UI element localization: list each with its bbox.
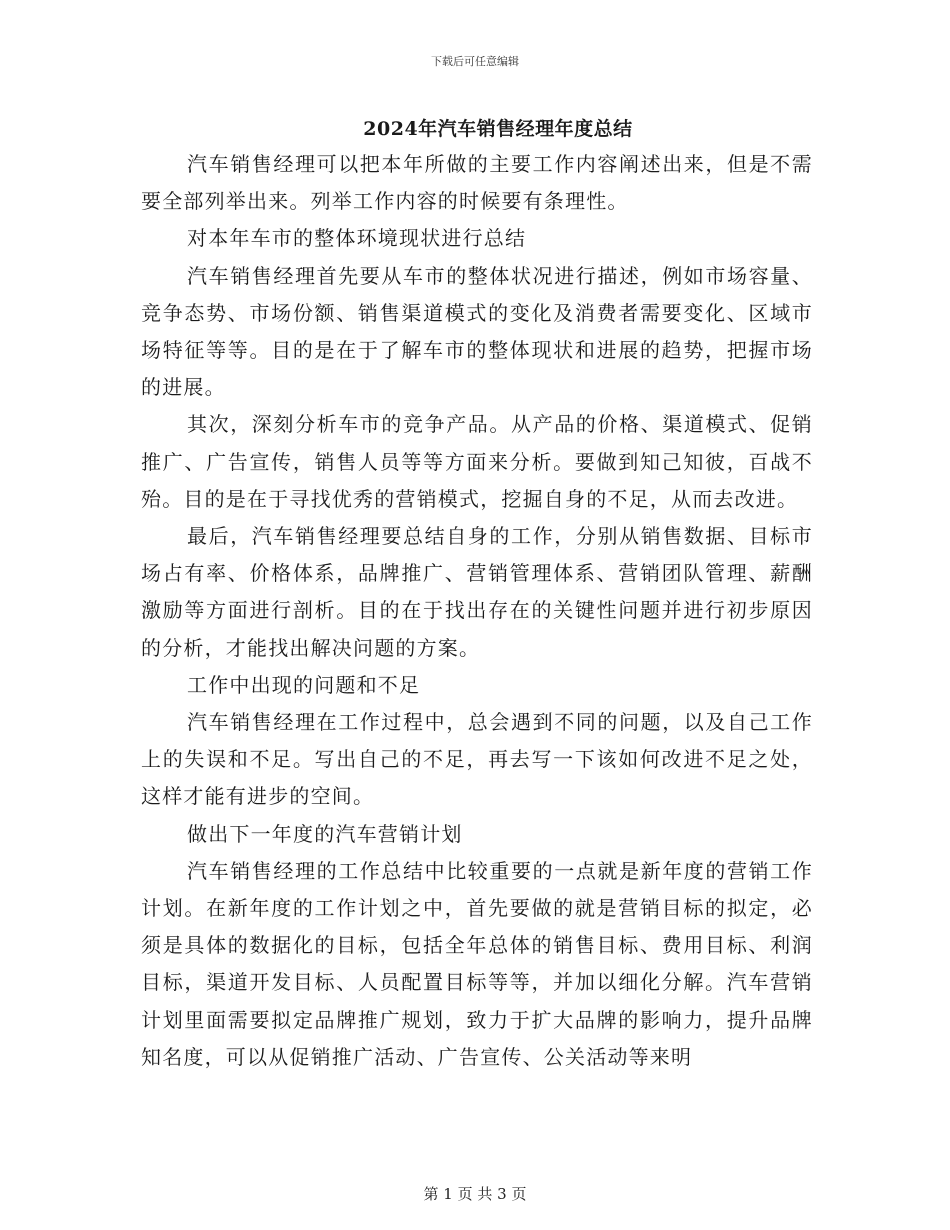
- paragraph-plan: 汽车销售经理的工作总结中比较重要的一点就是新年度的营销工作计划。在新年度的工作计划之中，首先要做的就是营销目标的拟定，必须是具体的数据化的目标，包括全年总体的销售目标、费用目标、利润目标，渠道开发目标、人员配置目标等等，并加以细化分解。汽车营销计划里面需要拟定品牌推广规划，致力于扩大品牌的影响力，提升品牌知名度，可以从促销推广活动、广告宣传、公关活动等来明: [141, 858, 813, 1069]
- paragraph-problems: 汽车销售经理在工作过程中，总会遇到不同的问题，以及自己工作上的失误和不足。写出自己的不足，再去写一下该如何改进不足之处，这样才能有进步的空间。: [141, 710, 813, 809]
- paragraph-intro: 汽车销售经理可以把本年所做的主要工作内容阐述出来，但是不需要全部列举出来。列举工作内容的时候要有条理性。: [141, 152, 813, 214]
- page-number: 第 1 页 共 3 页: [423, 1185, 527, 1203]
- document-body: [141, 146, 813, 1076]
- paragraph-heading-problems: 工作中出现的问题和不足: [187, 672, 421, 697]
- paragraph-self-review: 最后，汽车销售经理要总结自身的工作，分别从销售数据、目标市场占有率、价格体系，品牌推广、营销管理体系、营销团队管理、薪酬激励等方面进行剖析。目的在于找出存在的关键性问题并进行初步原因的分析，才能找出解决问题的方案。: [141, 524, 813, 660]
- paragraph-competition: 其次，深刻分析车市的竞争产品。从产品的价格、渠道模式、促销推广、广告宣传，销售人员等等方面来分析。要做到知己知彼，百战不殆。目的是在于寻找优秀的营销模式，挖掘自身的不足，从而去改进。: [141, 412, 813, 511]
- paragraph-heading-market: 对本年车市的整体环境现状进行总结: [187, 226, 527, 251]
- document-title: 2024年汽车销售经理年度总结: [363, 118, 633, 140]
- paragraph-heading-plan: 做出下一年度的汽车营销计划: [187, 821, 463, 846]
- paragraph-market-overview: 汽车销售经理首先要从车市的整体状况进行描述，例如市场容量、竞争态势、市场份额、销售渠道模式的变化及消费者需要变化、区域市场特征等等。目的是在于了解车市的整体现状和进展的趋势，把握市场的进展。: [141, 263, 813, 400]
- header-note: 下载后可任意编辑: [431, 55, 519, 68]
